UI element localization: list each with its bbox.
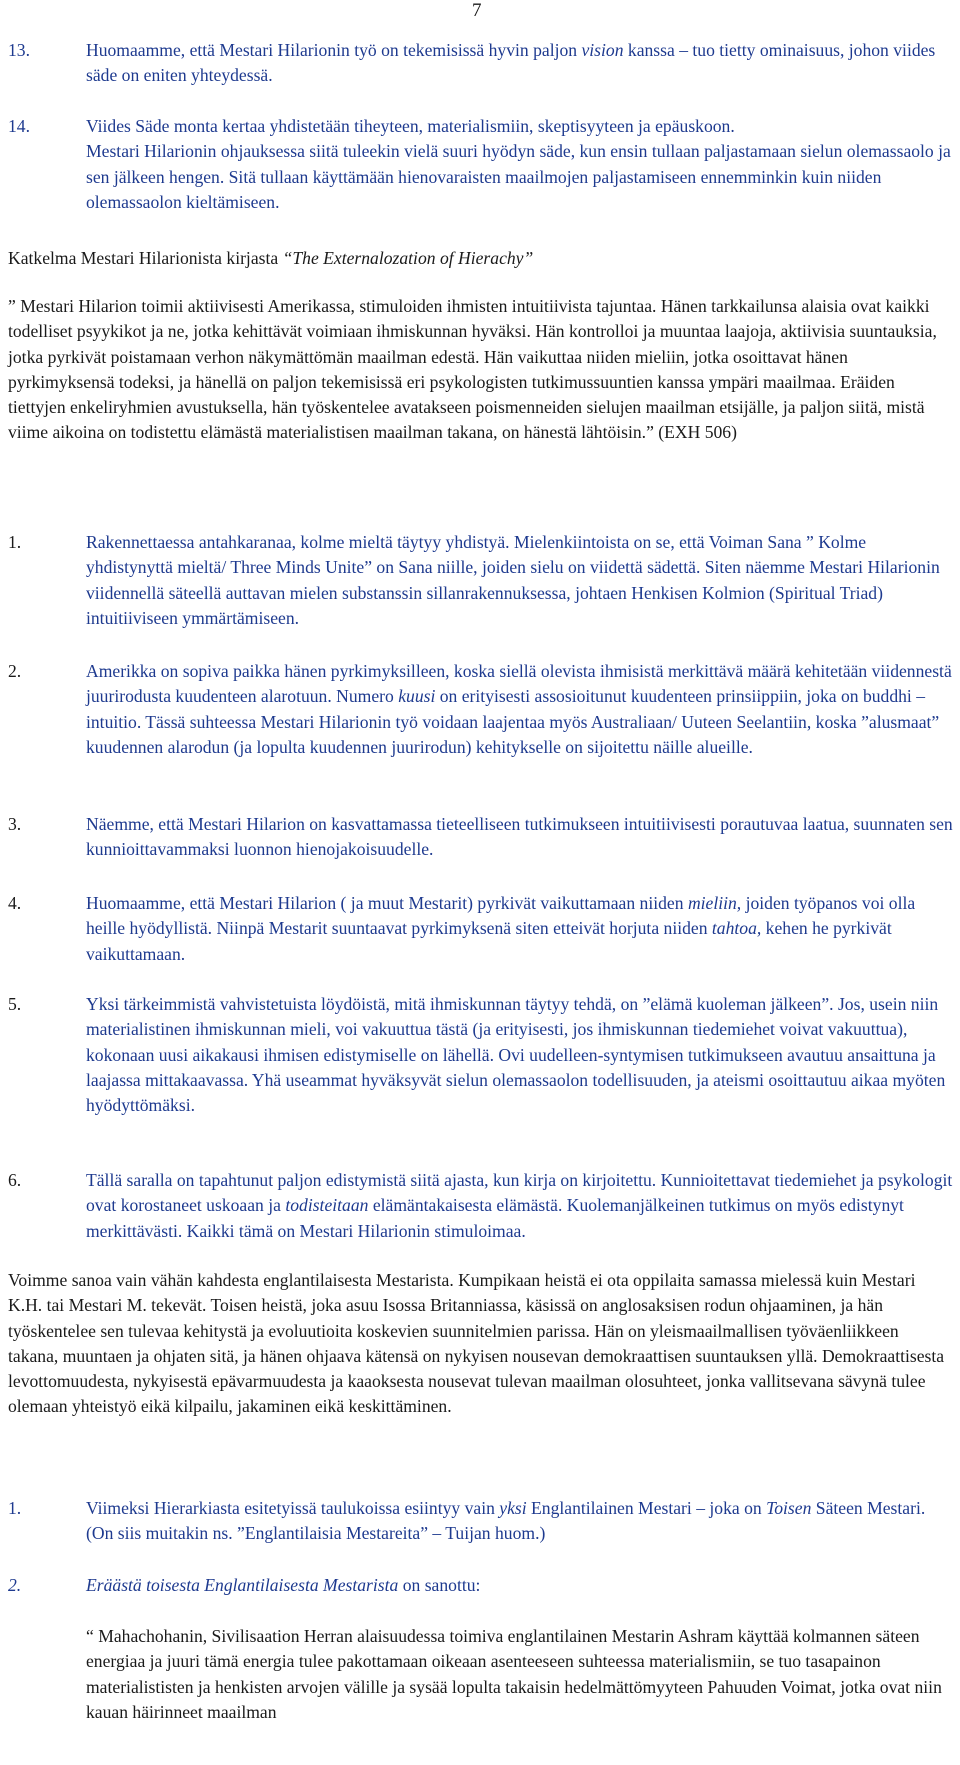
emphasis: tahtoa, — [711, 918, 762, 939]
item-number: 3. — [8, 814, 22, 834]
ashram-quote: “ Mahachohanin, Sivilisaation Herran alaisuudessa toimiva englantilainen Mestarin Ashram käyttää kolmannen säteen energiaa ja juuri tämä energia tulee pakottamaan oikeaan asenteeseen suhteessa materialismiin, se tuo tasapainon materialististen ja henkisten arvojen välille ja sysää lopulta takaisin hedelmättömyyteen Pahuuden Voimat, jotka ovat niin kauan häirinneet maailman — [86, 1626, 942, 1722]
item-number: 1. — [8, 532, 22, 552]
text-run: kehen he pyrkivät vaikuttamaan. — [86, 918, 892, 964]
numbered-item-13 — [8, 38, 953, 89]
list1-item-3 — [8, 812, 953, 863]
item-number: 2. — [8, 1575, 22, 1595]
emphasis: yksi — [499, 1498, 527, 1518]
text-run: Tällä saralla on tapahtunut paljon edistymistä siitä ajasta, kun kirja on kirjoitettu. Kunnioitettavat tiedemiehet ja psykologit ovat korostaneet uskoaan ja — [86, 1170, 953, 1216]
text-run: Huomaamme, että Mestari Hilarionin työ on tekemisissä hyvin paljon — [86, 40, 582, 60]
text-run: Viimeksi Hierarkiasta esitetyissä taulukoissa esiintyy vain — [86, 1498, 500, 1518]
list1-item-4 — [8, 891, 953, 967]
item-number: 2. — [8, 661, 22, 681]
item-number: 13. — [8, 40, 30, 60]
item-text: Yksi tärkeimmistä vahvistetuista löydöistä, mitä ihmiskunnan täytyy tehdä, on ”elämä kuoleman jälkeen”. Jos, usein niin materialistinen ihmiskunnan mieli, voi vakuuttua tästä (ja erityisesti, jos ihmiskunnan tiedemiehet voivat vakuuttua), kokonaan uusi aikakausi ihmisen edistymiselle on lähellä. Ovi uudelleen-syntymisen tutkimukseen avautuu ansaittuna ja laajassa mittakaavassa. Yhä useammat hyväksyvät sielun olemassaolon todellisuuden, ja ateismi osoittautuu aikaa myöten hyödyttömäksi. — [86, 994, 946, 1116]
text-run: Huomaamme, että Mestari Hilarion ( ja muut Mestarit) pyrkivät vaikuttamaan niiden — [86, 893, 688, 913]
item-number: 6. — [8, 1170, 22, 1190]
text-run: Säteen Mestari. (On siis muitakin ns. ”Englantilaisia Mestareita” – Tuijan huom.) — [86, 1498, 926, 1544]
text-run: Amerikka on sopiva paikka hänen pyrkimyksilleen, koska siellä olevista ihmisistä merkittävä määrä kehitetään viidennestä juurirodusta kuudenteen alarotuun. Numero — [86, 661, 952, 707]
text-run: kanssa – tuo tietty ominaisuus, johon viides säde on eniten yhteydessä. — [86, 40, 936, 86]
item-text — [86, 1496, 953, 1547]
page-number: 7 — [472, 0, 482, 21]
list1-item-5 — [8, 992, 953, 1118]
item-number: 14. — [8, 116, 30, 136]
emphasis: Toisen — [766, 1498, 812, 1518]
text-run: Englantilainen Mestari – joka on — [526, 1498, 767, 1518]
item-text — [86, 659, 953, 760]
emphasis: mieliin, — [687, 893, 742, 913]
excerpt-intro — [8, 246, 953, 271]
list2-item-1 — [8, 1496, 953, 1547]
emphasis: Eräästä toisesta Englantilaisesta Mestarista — [86, 1575, 399, 1595]
numbered-item-14 — [8, 114, 953, 215]
item-number: 1. — [8, 1498, 22, 1518]
text-run: on sanottu: — [398, 1575, 481, 1595]
item-number: 4. — [8, 893, 22, 913]
english-masters-paragraph: Voimme sanoa vain vähän kahdesta englantilaisesta Mestarista. Kumpikaan heistä ei ota oppilaita samassa mielessä kuin Mestari K.H. tai Mestari M. tekevät. Toisen heistä, joka asuu Isossa Britanniassa, käsissä on anglosaksisen rodun ohjaaminen, ja hän työskentelee sen tulevaa kehitystä ja evoluutioita koskevien suunnitelmien parissa. Hän on yleismaailmallisen työväenliikkeen takana, muuntaen ja ohjaten sitä, ja hänen ohjaava kätensä on nykyisen nousevan demokraattisen suuntauksen yllä. Demokraattisesta levottomuudesta, nykyisestä epävarmuudesta ja kaaoksesta nousevat tulevan maailman olosuhteet, jonka vallitsevana sävynä tulee olemaan yhteistyö eikä kilpailu, jakaminen eikä keskittäminen. — [8, 1270, 945, 1417]
item-text: Rakennettaessa antahkaranaa, kolme mieltä täytyy yhdistyä. Mielenkiintoista on se, että Voiman Sana ” Kolme yhdistynyttä mieltä/ Three Minds Unite” on Sana niille, joiden sielu on viidettä sädettä. Siten näemme Mestari Hilarionin viidennellä säteellä auttavan mielen substanssin sillanrakennuksessa, johtaen Henkisen Kolmion (Spiritual Triad) intuitiiviseen ymmärtämiseen. — [86, 532, 940, 628]
item-text: Näemme, että Mestari Hilarion on kasvattamassa tieteelliseen tutkimukseen intuitiivisesti porautuvaa laatua, suunnaten sen kunnioittavammaksi luonnon hienojakoisuudelle. — [86, 814, 953, 860]
book-title: “The Externalozation of Hierachy” — [282, 248, 534, 268]
item-text — [86, 1168, 953, 1244]
list1-item-1 — [8, 530, 953, 631]
item-number: 5. — [8, 994, 22, 1014]
text-run: elämäntakaisesta elämästä. Kuolemanjälkeinen tutkimus on myös edistynyt merkittävästi. Kaikki tämä on Mestari Hilarionin stimuloimaa. — [86, 1195, 904, 1241]
item-text-line1: Viides Säde monta kertaa yhdistetään tiheyteen, materialismiin, skeptisyyteen ja epäuskoon. — [86, 116, 735, 136]
emphasis: vision — [581, 40, 624, 60]
item-text — [86, 891, 953, 967]
item-text — [86, 1573, 953, 1598]
emphasis: todisteitaan — [285, 1195, 369, 1216]
text-run: joiden työpanos voi olla heille hyödyllistä. Niinpä Mestarit suuntaavat pyrkimyksenä siten etteivät horjuta niiden — [86, 893, 916, 939]
emphasis: kuusi — [398, 686, 436, 707]
item-text — [86, 38, 953, 89]
list1-item-6 — [8, 1168, 953, 1244]
list1-item-2 — [8, 659, 953, 760]
hilarion-quote: ” Mestari Hilarion toimii aktiivisesti Amerikassa, stimuloiden ihmisten intuitiivista tajuntaa. Hänen tarkkailunsa alaisia ovat kaikki todelliset psyykikot ja ne, jotka kehittävät voimiaan ihmiskunnan hyväksi. Hän kontrolloi ja muuntaa laajoja, aktiivisia suuntauksia, jotka pyrkivät poistamaan verhon näkymättömän maailman edestä. Hän vaikuttaa niiden mieliin, jotka osoittavat hänen pyrkimyksensä todeksi, ja hänellä on paljon tekemisissä eri psykologisten tutkimussuuntien kanssa ympäri maailmaa. Eräiden tiettyjen enkeliryhmien avustuksella, hän työskentelee avatakseen poismenneiden sielujen maailman etsijälle, ja paljon siitä, mistä viime aikoina on todistettu elämästä materialistisen maailman takana, on hänestä lähtöisin.” (EXH 506) — [8, 296, 937, 443]
item-text: Mestari Hilarionin ohjauksessa siitä tuleekin vielä suuri hyödyn säde, kun ensin tullaan paljastamaan sielun olemassaolo ja sen jälkeen hengen. Sitä tullaan käyttämään hienovaraisten maailmojen paljastamiseen ennemminkin kuin niiden olemassaolon kieltämiseen. — [86, 141, 951, 212]
excerpt-label: Katkelma Mestari Hilarionista kirjasta — [8, 248, 283, 268]
text-run: on erityisesti assosioitunut kuudenteen prinsiippiin, joka on buddhi – intuitio. Tässä suhteessa Mestari Hilarionin työ voidaan laajentaa myös Australiaan/ Uuteen Seelantiin, koska ”alusmaat” kuudennen alarodun (ja lopulta kuudennen juurirodun) kehitykselle on sijoitettu näille alueille. — [86, 686, 940, 757]
list2-item-2 — [8, 1573, 953, 1598]
